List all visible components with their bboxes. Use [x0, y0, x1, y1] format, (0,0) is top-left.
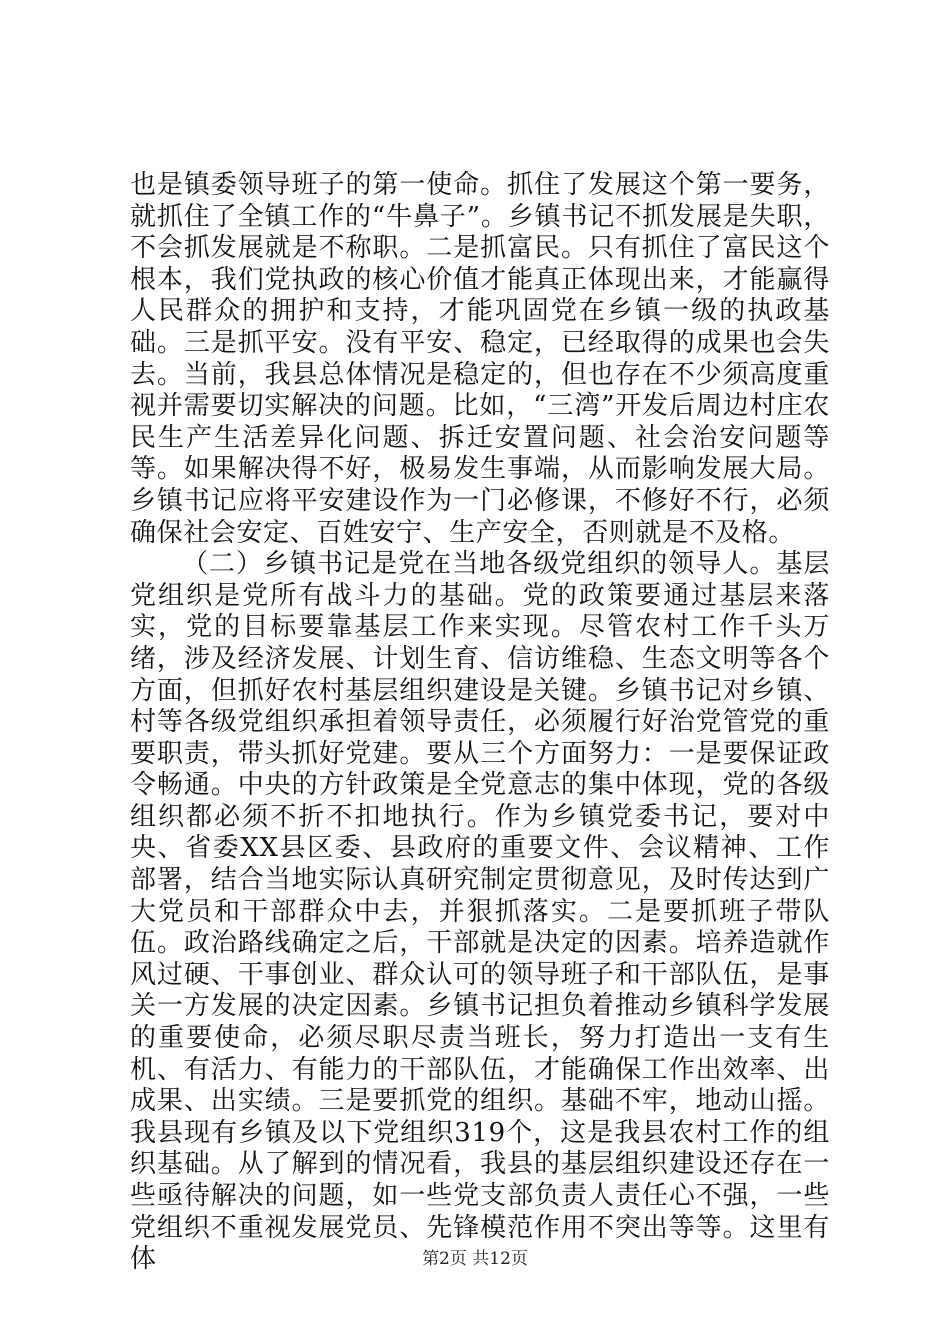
paragraph-2: （二）乡镇书记是党在当地各级党组织的领导人。基层党组织是党所有战斗力的基础。党的政策要通过基层来落实，党的目标要靠基层工作来实现。尽管农村工作千头万绪，涉及经济发展、计划生育、信访维稳、生态文明等各个方面，但抓好农村基层组织建设是关键。乡镇书记对乡镇、村等各级党组织承担着领导责任，必须履行好治党管党的重要职责，带头抓好党建。要从三个方面努力：一是要保证政令畅通。中央的方针政策是全党意志的集中体现，党的各级组织都必须不折不扣地执行。作为乡镇党委书记，要对中央、省委XX县区委、县政府的重要文件、会议精神、工作部署，结合当地实际认真研究制定贯彻意见，及时传达到广大党员和干部群众中去，并狠抓落实。二是要抓班子带队伍。政治路线确定之后，干部就是决定的因素。培养造就作风过硬、干事创业、群众认可的领导班子和干部队伍，是事关一方发展的决定因素。乡镇书记担负着推动乡镇科学发展的重要使命，必须尽职尽责当班长，努力打造出一支有生机、有活力、有能力的干部队伍，才能确保工作出效率、出成果、出实绩。三是要抓党的组织。基础不牢，地动山摇。我县现有乡镇及以下党组织319个，这是我县农村工作的组织基础。从了解到的情况看，我县的基层组织建设还存在一些亟待解决的问题，如一些党支部负责人责任心不强，一些党组织不重视发展党员、先锋模范作用不突出等等。这里有体 [130, 549, 830, 1275]
document-body [130, 170, 830, 1276]
paragraph-1: 也是镇委领导班子的第一使命。抓住了发展这个第一要务，就抓住了全镇工作的“牛鼻子”。乡镇书记不抓发展是失职，不会抓发展就是不称职。二是抓富民。只有抓住了富民这个根本，我们党执政的核心价值才能真正体现出来，才能赢得人民群众的拥护和支持，才能巩固党在乡镇一级的执政基础。三是抓平安。没有平安、稳定，已经取得的成果也会失去。当前，我县总体情况是稳定的，但也存在不少须高度重视并需要切实解决的问题。比如，“三湾”开发后周边村庄农民生产生活差异化问题、拆迁安置问题、社会治安问题等等。如果解决得不好，极易发生事端，从而影响发展大局。乡镇书记应将平安建设作为一门必修课，不修好不行，必须确保社会安定、百姓安宁、生产安全，否则就是不及格。 [130, 170, 830, 548]
page-number-footer: 第2页 共12页 [422, 1249, 528, 1269]
